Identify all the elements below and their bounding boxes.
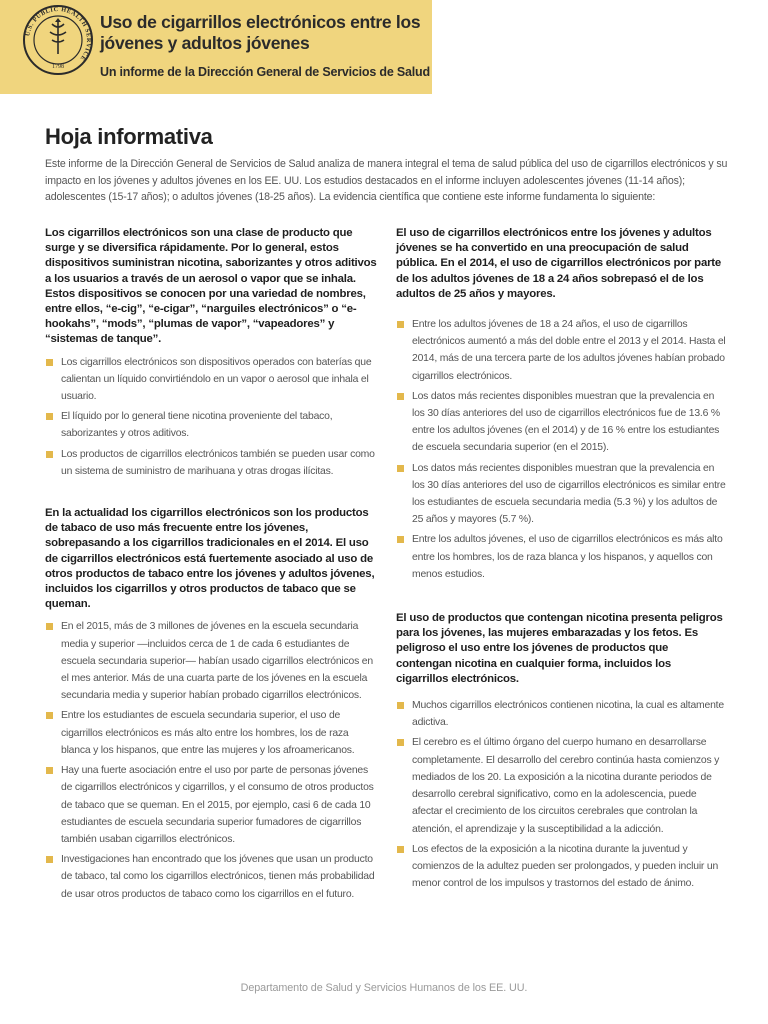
svg-text:1798: 1798 [52,64,64,70]
list-item: En el 2015, más de 3 millones de jóvenes en la escuela secundaria media y superior —incluidos cerca de 1 de cada 6 estudiantes de escuela secundaria superior— habían usado cigarrillos electrónicos en el mes anterior. Más de una cuarta parte de los jóvenes en la escuela secundaria media y superior habían probado cigarrillos electrónicos. [45,618,377,704]
bullet-square-icon [46,856,53,863]
bullet-square-icon [397,465,404,472]
report-subtitle: Un informe de la Dirección General de Servicios de Salud [100,65,430,79]
list-item: Entre los adultos jóvenes, el uso de cigarrillos electrónicos es más alto entre los hombres, los de raza blanca y los hispanos, y aquellos con menos estudios. [396,531,726,583]
bullet-square-icon [46,767,53,774]
bullet-square-icon [397,702,404,709]
section-lead: El uso de productos que contengan nicotina presenta peligros para los jóvenes, las mujeres embarazadas y los fetos. Es peligroso el uso entre los jóvenes de productos que contengan nicotina en cualquier forma, incluidos los cigarrillos electrónicos. [396,612,723,685]
bullet-square-icon [397,393,404,400]
bullet-list [45,618,377,902]
intro-paragraph: Este informe de la Dirección General de Servicios de Salud analiza de manera integral el tema de salud pública del uso de cigarrillos electrónicos y su impacto en los jóvenes y adultos jóvenes en los EE. UU. Los estudios destacados en el informe incluyen adolescentes jóvenes (11-14 años); adolescentes (15-17 años); o adultos jóvenes (18-25 años). La evidencia científica que contiene este informe fundamenta lo siguiente: [45,158,728,203]
list-item: Entre los estudiantes de escuela secundaria superior, el uso de cigarrillos electrónicos es más alto entre los hombres, los de raza blanca y los hispanos, que entre las mujeres y los afroamericanos. [45,707,377,759]
list-item: Los efectos de la exposición a la nicotina durante la juventud y comienzos de la adultez pueden ser prolongados, y pueden incluir un menor control de los impulsos y trastornos del estado de ánimo. [396,841,726,893]
bullet-list [396,697,726,892]
left-column [45,226,377,903]
svg-text:U.S. PUBLIC HEALTH SERVICE: U.S. PUBLIC HEALTH SERVICE [24,5,93,63]
list-item: Entre los adultos jóvenes de 18 a 24 años, el uso de cigarrillos electrónicos aumentó a más del doble entre el 2013 y el 2014. Hasta el 2014, más de una tercera parte de los adultos jóvenes habían probado cigarrillos electrónicos. [396,316,726,385]
bullet-square-icon [46,413,53,420]
footer-department: Departamento de Salud y Servicios Humanos de los EE. UU. [240,982,528,994]
bullet-square-icon [46,359,53,366]
bullet-square-icon [46,712,53,719]
header-banner [0,0,432,94]
report-title: Uso de cigarrillos electrónicos entre los jóvenes y adultos jóvenes [100,12,421,53]
list-item: El líquido por lo general tiene nicotina proveniente del tabaco, saborizantes y otros aditivos. [45,408,377,442]
bullet-list [396,316,726,583]
bullet-square-icon [397,846,404,853]
list-item: Investigaciones han encontrado que los jóvenes que usan un producto de tabaco, tal como los cigarrillos electrónicos, tienen más probabilidad de usar otros productos de tabaco como los cigarrillos en el futuro. [45,851,377,903]
bullet-square-icon [397,739,404,746]
section-lead: Los cigarrillos electrónicos son una clase de producto que surge y se diversifica rápidamente. Por lo general, estos dispositivos suministran nicotina, saborizantes y otros aditivos a los usuarios a través de un aerosol o vapor que se inhala. Estos dispositivos se conocen por una variedad de nombres, entre ellos, “e-cig”, “e-cigar”, “narguiles electrónicos” o “e-hookahs”, “mods”, “plumas de vapor”, “vapeadores” y “sistemas de tanque”. [45,227,377,346]
bullet-square-icon [397,321,404,328]
list-item: Hay una fuerte asociación entre el uso por parte de personas jóvenes de cigarrillos electrónicos y cigarrillos, y el consumo de otros productos de tabaco que se queman. En el 2015, por ejemplo, casi 6 de cada 10 estudiantes de escuela secundaria superior fumadores de cigarrillos también usaban cigarrillos electrónicos. [45,762,377,848]
list-item: Los datos más recientes disponibles muestran que la prevalencia en los 30 días anteriores del uso de cigarrillos electrónicos fue de 13.6 % entre los adultos jóvenes (en el 2014) y de 16 % entre los estudiantes de escuela secundaria superior (en el 2015). [396,388,726,457]
list-item: Los productos de cigarrillos electrónicos también se pueden usar como un sistema de suministro de marihuana y otras drogas ilícitas. [45,446,377,480]
public-health-service-seal-logo [22,4,94,76]
bullet-square-icon [397,536,404,543]
bullet-square-icon [46,623,53,630]
list-item: Los cigarrillos electrónicos son dispositivos operados con baterías que calientan un líquido convirtiéndolo en un vapor o aerosol que inhala el usuario. [45,354,377,406]
bullet-square-icon [46,451,53,458]
list-item: El cerebro es el último órgano del cuerpo humano en desarrollarse completamente. El desarrollo del cerebro continúa hasta comienzos y mediados de los 20. La exposición a la nicotina durante periodos de desarrollo cerebral significativo, como en la adolescencia, puede afectar el crecimiento de los circuitos cerebrales que controlan la atención, el aprendizaje y la susceptibilidad a la adicción. [396,734,726,837]
section-lead: En la actualidad los cigarrillos electrónicos son los productos de tabaco de uso más frecuente entre los jóvenes, sobrepasando a los cigarrillos tradicionales en el 2014. El uso de cigarrillos electrónicos está fuertemente asociado al uso de otros productos de tabaco entre los jóvenes y adultos jóvenes, incluidos los cigarrillos y otros productos de tabaco que se queman. [45,507,375,611]
page-title: Hoja informativa [45,124,213,149]
list-item: Muchos cigarrillos electrónicos contienen nicotina, la cual es altamente adictiva. [396,697,726,731]
bullet-list [45,354,377,480]
right-column [396,226,726,892]
list-item: Los datos más recientes disponibles muestran que la prevalencia en los 30 días anteriores del uso de cigarrillos electrónicos es similar entre los estudiantes de escuela secundaria media (5.3 %) y los adultos de 25 años y mayores (5.7 %). [396,460,726,529]
section-lead: El uso de cigarrillos electrónicos entre los jóvenes y adultos jóvenes se ha convertido en una preocupación de salud pública. En el 2014, el uso de cigarrillos electrónicos por parte de los adultos jóvenes de 18 a 24 años sobrepasó el de los adultos de 25 años y mayores. [396,227,722,300]
